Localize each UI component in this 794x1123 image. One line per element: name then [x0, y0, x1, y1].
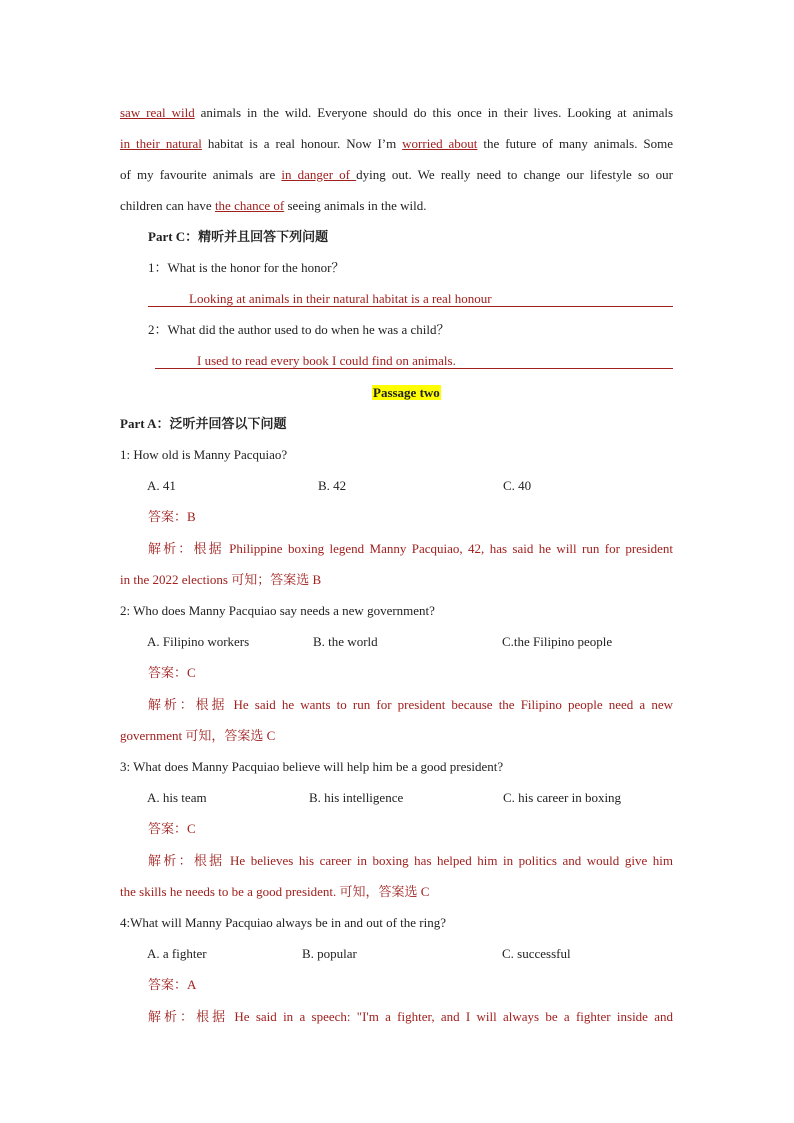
explanation-1-line-1: 解析：根据 Philippine boxing legend Manny Pacquiao, 42, has said he will run for president [148, 541, 673, 556]
question-1: 1: How old is Manny Pacquiao? [120, 447, 288, 462]
options-row-4 [147, 946, 687, 962]
explanation-4-line-1: 解析：根据 He said in a speech: "I'm a fighter, and I will always be a fighter inside and [148, 1009, 673, 1024]
passage-text: dying out. We really need to change our lifestyle so our [356, 167, 673, 182]
passage-text: animals in the wild. Everyone should do this once in their lives. Looking at animals [194, 105, 674, 120]
option-a: A. his team [147, 790, 207, 805]
explanation-3-line-2: the skills he needs to be a good president. 可知，答案选 C [120, 884, 430, 899]
explanation-2-line-2: government 可知，答案选 C [120, 728, 276, 743]
question-4: 4:What will Manny Pacquiao always be in and out of the ring? [120, 915, 447, 930]
answer-2: 答案：C [148, 665, 196, 680]
passage-two-title-text: Passage two [373, 385, 440, 400]
option-a: A. Filipino workers [147, 634, 250, 649]
passage-line-3 [120, 167, 673, 183]
passage-text: habitat is a real honour. Now I’m [201, 136, 403, 151]
answer-4: 答案：A [148, 977, 197, 992]
explanation-3-line-1: 解析：根据 He believes his career in boxing has helped him in politics and would give him [148, 853, 673, 868]
part-c-question-2: 2：What did the author used to do when he was a child？ [148, 322, 450, 337]
underlined-phrase: in danger of [281, 167, 357, 182]
answer-3: 答案：C [148, 821, 196, 836]
option-c: C. his career in boxing [503, 790, 622, 805]
options-row-1 [147, 478, 687, 494]
passage-line-1 [120, 105, 673, 121]
part-c-answer-1: Looking at animals in their natural habitat is a real honour [189, 291, 492, 306]
underlined-phrase: worried about [402, 136, 478, 151]
underlined-phrase: saw real wild [120, 105, 195, 120]
part-a-heading: Part A：泛听并回答以下问题 [120, 416, 287, 431]
option-c: C. 40 [503, 478, 532, 493]
passage-text: the future of many animals. Some [477, 136, 674, 151]
options-row-3 [147, 790, 687, 806]
passage-two-title [372, 385, 441, 401]
explanation-2-line-1: 解析：根据 He said he wants to run for president because the Filipino people need a new [148, 697, 673, 712]
option-b: B. his intelligence [309, 790, 404, 805]
question-3: 3: What does Manny Pacquiao believe will help him be a good president? [120, 759, 504, 774]
passage-line-2 [120, 136, 673, 152]
part-c-question-1: 1：What is the honor for the honor？ [148, 260, 345, 275]
option-c: C.the Filipino people [502, 634, 613, 649]
option-b: B. popular [302, 946, 357, 961]
passage-text: seeing animals in the wild. [284, 198, 427, 213]
question-2: 2: Who does Manny Pacquiao say needs a new government? [120, 603, 435, 618]
option-b: B. the world [313, 634, 378, 649]
underlined-phrase: in their natural [120, 136, 202, 151]
option-a: A. 41 [147, 478, 176, 493]
passage-text: children can have [120, 198, 215, 213]
answer-line-1 [148, 290, 673, 307]
underlined-phrase: the chance of [214, 198, 285, 213]
options-row-2 [147, 634, 687, 650]
answer-1: 答案：B [148, 509, 196, 524]
passage-line-4 [120, 198, 427, 214]
explanation-1-line-2: in the 2022 elections 可知；答案选 B [120, 572, 322, 587]
option-b: B. 42 [318, 478, 347, 493]
part-c-answer-2: I used to read every book I could find on animals. [197, 353, 456, 368]
passage-text: of my favourite animals are [120, 167, 282, 182]
part-c-heading: Part C：精听并且回答下列问题 [148, 229, 329, 244]
option-c: C. successful [502, 946, 571, 961]
answer-line-2 [155, 352, 673, 369]
option-a: A. a fighter [147, 946, 207, 961]
